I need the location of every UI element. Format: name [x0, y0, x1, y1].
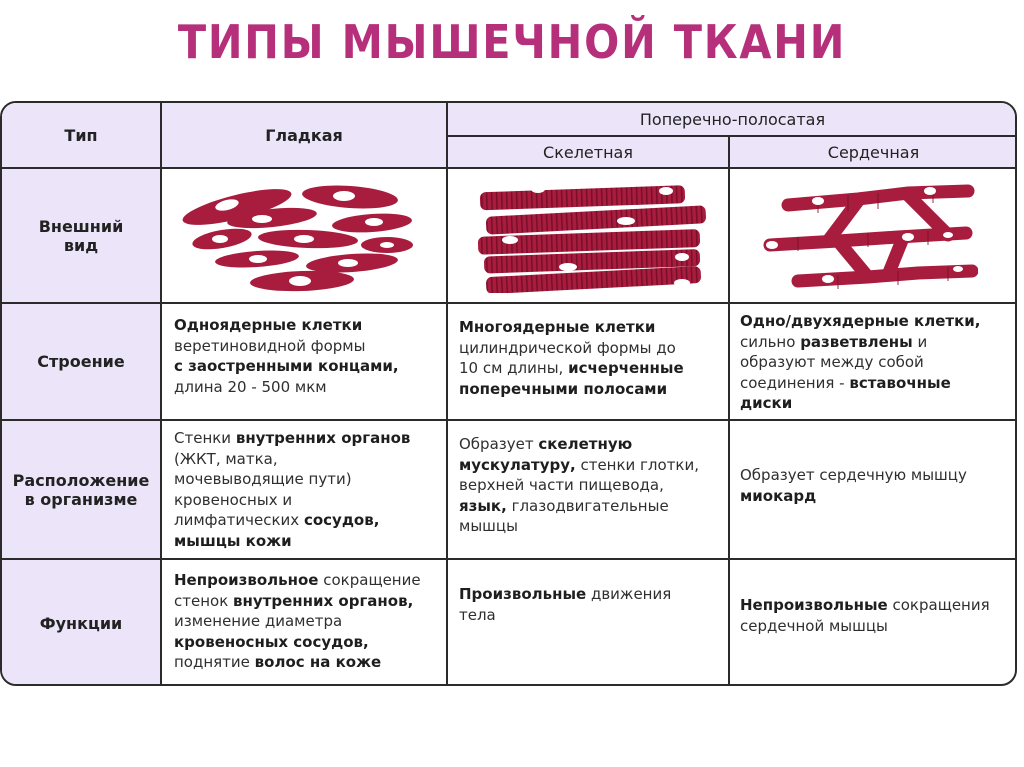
header-smooth: Гладкая [265, 125, 343, 145]
text-span: кровеносных и [174, 490, 293, 509]
smooth-muscle-image [182, 177, 432, 295]
grid-line [160, 103, 162, 686]
text-span: тела [459, 605, 496, 624]
row-label-location-line1: Расположение [12, 470, 150, 490]
text-span: сильно [740, 332, 801, 351]
header-cardiac: Сердечная [827, 142, 920, 162]
row-label-structure: Строение [37, 352, 125, 371]
text-span: мышцы кожи [174, 531, 292, 550]
text-span: Образует [459, 435, 539, 453]
text-span: вставочные [849, 373, 951, 392]
text-span: внутренних органов [235, 429, 411, 447]
text-span: Стенки [174, 429, 236, 447]
header-type: Тип [64, 125, 98, 145]
grid-line [446, 103, 448, 686]
text-span: (ЖКТ, матка, [174, 449, 278, 468]
text-span: Одноядерные клетки [174, 316, 363, 334]
grid-line [728, 137, 730, 686]
location-skeletal [459, 434, 727, 537]
row-label-location [2, 421, 160, 558]
text-span: Непроизвольные [740, 596, 888, 614]
text-span: Образует сердечную мышцу [740, 466, 967, 484]
text-span: диски [740, 394, 793, 412]
muscle-types-table [0, 101, 1017, 686]
text-span: цилиндрической формы до [459, 338, 676, 357]
cardiac-muscle-image [758, 183, 978, 293]
text-span: сокращения [887, 596, 990, 614]
text-span: скелетную [538, 435, 633, 453]
row-label-appearance [2, 169, 160, 302]
structure-cardiac [740, 311, 1016, 414]
header-skeletal: Скелетная [543, 142, 633, 162]
text-span: разветвлены [800, 332, 913, 351]
text-span: волос на коже [254, 653, 382, 671]
structure-skeletal [459, 317, 727, 399]
text-span: Многоядерные клетки [459, 318, 656, 336]
text-span: образуют между собой [740, 353, 924, 371]
header-striated: Поперечно-полосатая [639, 109, 826, 129]
text-span: глазодвигательные [506, 496, 669, 515]
text-span: сердечной мышцы [740, 616, 888, 635]
page-title: ТИПЫ МЫШЕЧНОЙ ТКАНИ [177, 15, 847, 69]
text-span: стенки глотки, [575, 455, 700, 474]
text-span: поперечными полосами [459, 379, 668, 398]
text-span: движения [586, 585, 672, 603]
text-span: веретиновидной формы [174, 336, 366, 355]
text-span: мышцы [459, 517, 518, 535]
row-label-functions: Функции [39, 613, 123, 633]
text-span: стенок [174, 591, 234, 610]
text-span: язык, [459, 496, 507, 515]
skeletal-muscle-image [476, 183, 710, 293]
functions-cardiac [740, 595, 1016, 636]
text-span: исчерченные [568, 359, 684, 377]
text-span: мочевыводящие пути) [174, 470, 352, 488]
text-span: с заостренными концами, [174, 357, 399, 375]
location-smooth [174, 428, 446, 551]
text-span: Одно/двухядерные клетки, [740, 312, 981, 330]
text-span: мускулатуру, [459, 455, 576, 474]
structure-smooth [174, 315, 444, 397]
text-span: поднятие [174, 653, 255, 671]
text-span: сосудов, [303, 511, 380, 529]
text-span: верхней части пищевода, [459, 476, 664, 494]
text-span: Непроизвольное [174, 571, 319, 589]
text-span: Произвольные [459, 585, 587, 603]
row-label-appearance-line1: Внешний [38, 216, 124, 236]
row-label-appearance-line2: вид [63, 235, 99, 255]
row-label-location-line2: в организме [24, 489, 138, 509]
text-span: длина 20 - 500 мкм [174, 377, 327, 396]
location-cardiac [740, 465, 1016, 506]
text-span: сокращение [318, 571, 421, 589]
text-span: кровеносных сосудов, [174, 632, 369, 651]
text-span: внутренних органов, [233, 591, 414, 610]
text-span: 10 см длины, [459, 359, 569, 377]
text-span: миокард [740, 486, 817, 505]
functions-skeletal [459, 584, 727, 625]
text-span: лимфатических [174, 511, 304, 529]
text-span: и [912, 332, 928, 351]
text-span: соединения - [740, 373, 850, 392]
text-span: изменение диаметра [174, 612, 343, 630]
functions-smooth [174, 570, 446, 673]
